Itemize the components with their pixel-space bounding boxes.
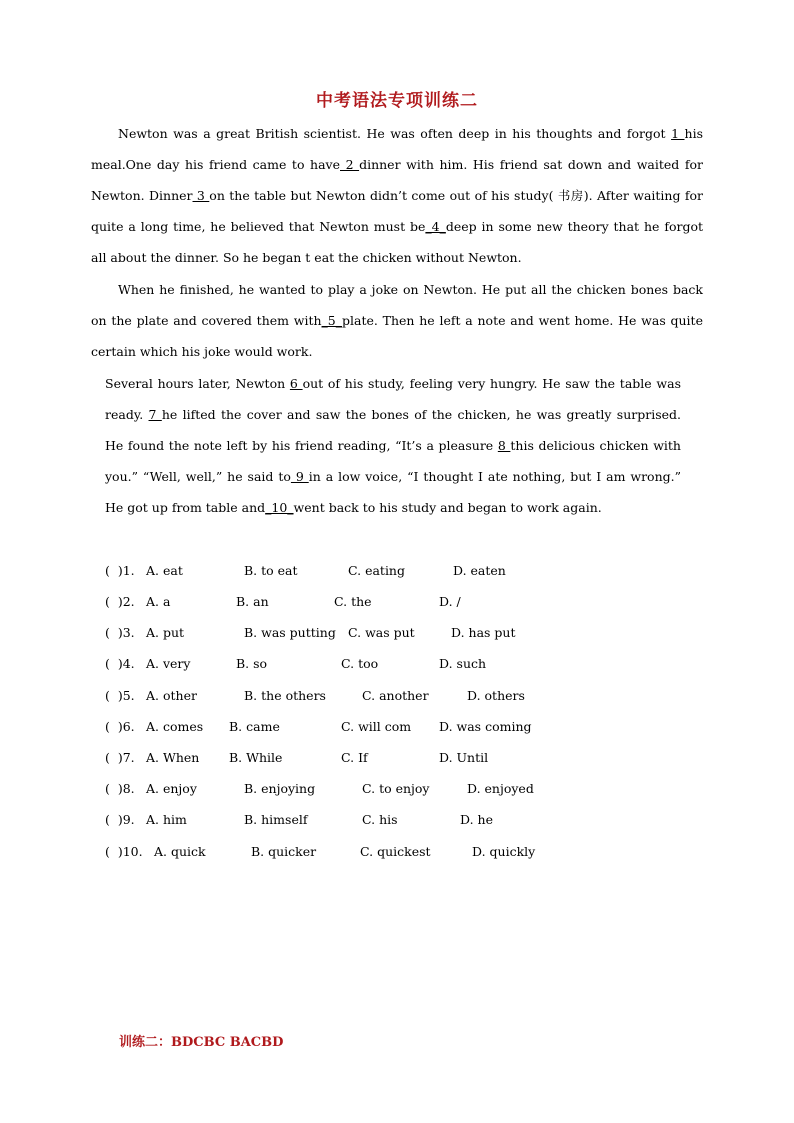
text-segment: deep in some new theory that he forgot all about the dinner. So he began t eat the chicken without Newton. bbox=[91, 219, 703, 265]
option-b: B. quicker bbox=[251, 844, 317, 859]
option-d: D. / bbox=[439, 594, 461, 609]
blank-2: 2 bbox=[340, 157, 360, 172]
blank-8: 8 bbox=[497, 438, 511, 453]
text-segment: in a low voice, “I thought I ate nothing, but I am wrong.” He got up from table and bbox=[105, 469, 681, 515]
text-segment: went back to his study and began to work again. bbox=[293, 500, 602, 515]
passage-paragraph-3 bbox=[105, 368, 681, 523]
text-segment: on the table but Newton didn’t come out of his study( 书房). After waiting for quite a long time, he believed that Newton must be bbox=[91, 188, 703, 234]
option-a: A. When bbox=[146, 750, 200, 765]
option-c: C. the bbox=[334, 594, 372, 609]
page-title: 中考语法专项训练二 bbox=[316, 91, 478, 111]
question-number: ( )9. bbox=[105, 812, 135, 827]
option-d: D. was coming bbox=[439, 719, 532, 734]
passage-paragraph-1 bbox=[91, 118, 703, 273]
text-segment: When he finished, he wanted to play a joke on Newton. He put all the chicken bones back on the plate and covered them with bbox=[91, 282, 703, 328]
blank-7: 7 bbox=[148, 407, 162, 422]
option-a: A. very bbox=[146, 656, 191, 671]
option-c: C. too bbox=[341, 656, 379, 671]
option-b: B. was putting bbox=[244, 625, 336, 640]
option-a: A. eat bbox=[146, 563, 183, 578]
option-c: C. If bbox=[341, 750, 368, 765]
option-c: C. will com bbox=[341, 719, 412, 734]
passage-paragraph-2 bbox=[91, 274, 703, 367]
text-segment: this delicious chicken with you.” “Well, well,” he said to bbox=[105, 438, 681, 484]
text-segment: Newton was a great British scientist. He was often deep in his thoughts and forgot bbox=[118, 126, 672, 141]
option-d: D. others bbox=[467, 688, 525, 703]
text-segment: his meal.One day his friend came to have bbox=[91, 126, 703, 172]
option-a: A. comes bbox=[146, 719, 204, 734]
question-number: ( )5. bbox=[105, 688, 135, 703]
option-d: D. quickly bbox=[472, 844, 536, 859]
option-b: B. an bbox=[236, 594, 269, 609]
option-b: B. came bbox=[229, 719, 280, 734]
option-a: A. enjoy bbox=[146, 781, 197, 796]
blank-9: 9 bbox=[290, 469, 309, 484]
option-c: C. was put bbox=[348, 625, 415, 640]
option-c: C. to enjoy bbox=[362, 781, 430, 796]
option-a: A. put bbox=[146, 625, 185, 640]
option-d: D. Until bbox=[439, 750, 489, 765]
answer-key: 训练二：BDCBC BACBD bbox=[119, 1035, 284, 1050]
option-a: A. quick bbox=[154, 844, 206, 859]
option-b: B. While bbox=[229, 750, 283, 765]
blank-5: _5_ bbox=[321, 313, 342, 328]
option-b: B. so bbox=[236, 656, 268, 671]
option-b: B. himself bbox=[244, 812, 308, 827]
option-d: D. eaten bbox=[453, 563, 506, 578]
option-d: D. he bbox=[460, 812, 493, 827]
option-d: D. enjoyed bbox=[467, 781, 534, 796]
blank-3: 3 bbox=[192, 188, 210, 203]
option-d: D. has put bbox=[451, 625, 516, 640]
option-c: C. quickest bbox=[360, 844, 431, 859]
question-number: ( )10. bbox=[105, 844, 143, 859]
option-b: B. the others bbox=[244, 688, 326, 703]
question-number: ( )2. bbox=[105, 594, 135, 609]
question-number: ( )6. bbox=[105, 719, 135, 734]
question-number: ( )4. bbox=[105, 656, 135, 671]
question-number: ( )8. bbox=[105, 781, 135, 796]
text-segment: dinner with him. His friend sat down and waited for Newton. Dinner bbox=[91, 157, 703, 203]
option-b: B. enjoying bbox=[244, 781, 316, 796]
text-segment: Several hours later, Newton bbox=[105, 376, 290, 391]
question-number: ( )3. bbox=[105, 625, 135, 640]
text-segment: plate. Then he left a note and went home. He was quite certain which his joke would work. bbox=[91, 313, 703, 359]
option-c: C. eating bbox=[348, 563, 405, 578]
text-segment: he lifted the cover and saw the bones of the chicken, he was greatly surprised. He found the note left by his friend reading, “It’s a pleasure bbox=[105, 407, 681, 453]
option-c: C. another bbox=[362, 688, 429, 703]
question-number: ( )7. bbox=[105, 750, 135, 765]
blank-10: _10_ bbox=[265, 500, 294, 515]
text-segment: out of his study, feeling very hungry. He saw the table was ready. bbox=[105, 376, 681, 422]
option-d: D. such bbox=[439, 656, 487, 671]
option-a: A. him bbox=[146, 812, 187, 827]
option-a: A. a bbox=[146, 594, 171, 609]
blank-6: 6 bbox=[289, 376, 303, 391]
option-b: B. to eat bbox=[244, 563, 298, 578]
blank-4: _4_ bbox=[425, 219, 446, 234]
question-number: ( )1. bbox=[105, 563, 135, 578]
blank-1: 1 bbox=[671, 126, 685, 141]
option-a: A. other bbox=[146, 688, 197, 703]
option-c: C. his bbox=[362, 812, 398, 827]
